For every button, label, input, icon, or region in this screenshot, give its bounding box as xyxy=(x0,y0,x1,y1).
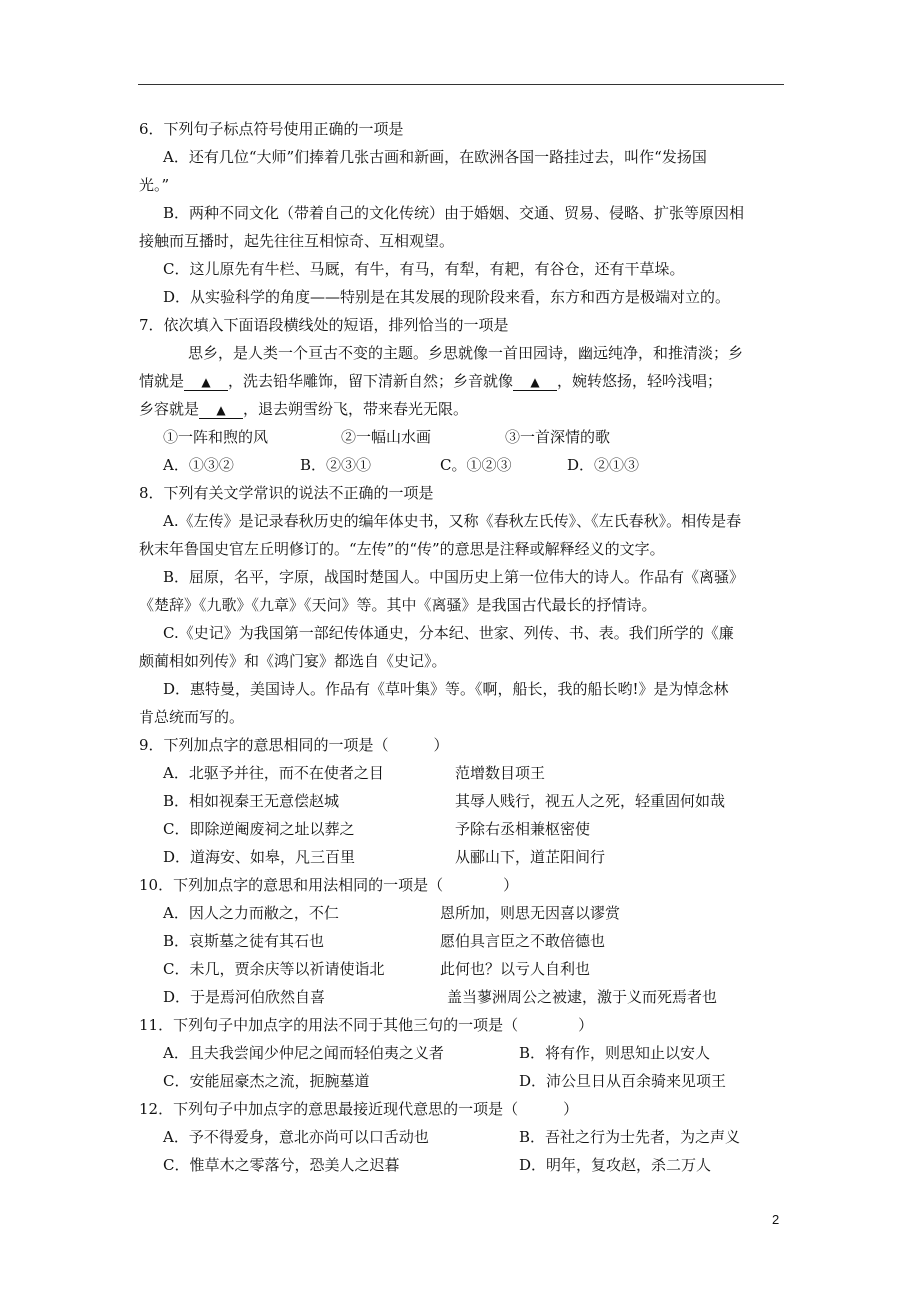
q7-choice-d: D．②①③ xyxy=(567,456,640,474)
q6-option-d: D．从实验科学的角度——特别是在其发展的现阶段来看，东方和西方是极端对立的。 xyxy=(163,288,731,306)
q9-option-c-right: 予除右丞相兼枢密使 xyxy=(455,820,591,838)
q8-option-a-line1: A.《左传》是记录春秋历史的编年体史书，又称《春秋左氏传》、《左氏春秋》。相传是春 xyxy=(163,512,742,530)
q7-phrase-3: ③一首深情的歌 xyxy=(505,428,611,446)
q9-option-b-left: B．相如视秦王无意偿赵城 xyxy=(163,792,340,810)
q7-phrase-2: ②一幅山水画 xyxy=(341,428,432,446)
q7-choice-a: A．①③② xyxy=(163,456,234,474)
q12-option-c: C．惟草木之零落兮，恐美人之迟暮 xyxy=(163,1156,400,1174)
q12-option-d: D．明年，复攻赵，杀二万人 xyxy=(519,1156,712,1174)
q7-text: 乡容就是 xyxy=(139,400,200,418)
q10-option-b-left: B．哀斯墓之徒有其石也 xyxy=(163,932,325,950)
q10-option-c-left: C．未几，贾余庆等以祈请使诣北 xyxy=(163,960,385,978)
q8-option-b-line1: B．屈原，名平，字原，战国时楚国人。中国历史上第一位伟大的诗人。作品有《离骚》 xyxy=(163,568,745,586)
q9-option-d-left: D．道海安、如皋，凡三百里 xyxy=(163,848,356,866)
q10-option-a-left: A．因人之力而敝之，不仁 xyxy=(163,904,339,922)
q8-option-b-line2: 《楚辞》《九歌》《九章》《天问》等。其中《离骚》是我国古代最长的抒情诗。 xyxy=(139,596,657,614)
q6-option-b-line2: 接触而互播时，起先往往互相惊奇、互相观望。 xyxy=(139,232,455,250)
q9-option-d-right: 从郦山下，道芷阳间行 xyxy=(455,848,606,866)
q7-choice-c: C。①②③ xyxy=(440,456,512,474)
q7-text: ，婉转悠扬，轻吟浅唱； xyxy=(557,372,723,390)
q9-option-c-left: C．即除逆阉废祠之址以葬之 xyxy=(163,820,355,838)
q9-option-a-right: 范增数目项王 xyxy=(455,764,546,782)
q10-option-d-left: D．于是焉河伯欣然自喜 xyxy=(163,988,326,1006)
q7-passage-line3 xyxy=(139,399,468,419)
fill-blank-3: ▲ xyxy=(199,402,243,419)
q11-option-d: D．沛公旦日从百余骑来见项王 xyxy=(519,1072,727,1090)
q10-option-a-right: 恩所加，则思无因喜以谬赏 xyxy=(440,904,621,922)
q6-option-a-line2: 光。” xyxy=(139,176,170,194)
q6-option-a-line1: A．还有几位“大师”们捧着几张古画和新画，在欧洲各国一路挂过去，叫作“发扬国 xyxy=(163,148,707,166)
q7-passage-line2 xyxy=(139,371,722,391)
question-9-stem: 9．下列加点字的意思相同的一项是（ ） xyxy=(139,736,449,754)
q8-option-c-line2: 颇蔺相如列传》和《鸿门宴》都选自《史记》。 xyxy=(139,652,447,670)
question-7-stem: 7．依次填入下面语段横线处的短语，排列恰当的一项是 xyxy=(139,316,509,334)
q8-option-a-line2: 秋末年鲁国史官左丘明修订的。“左传”的“传”的意思是注释或解释经义的文字。 xyxy=(139,540,665,558)
q7-text: ，退去朔雪纷飞，带来春光无限。 xyxy=(243,400,469,418)
q9-option-a-left: A．北驱予并往，而不在使者之目 xyxy=(163,764,384,782)
q10-option-c-right: 此何也？以亏人自利也 xyxy=(440,960,591,978)
page-number: 2 xyxy=(772,1212,780,1227)
question-8-stem: 8．下列有关文学常识的说法不正确的一项是 xyxy=(139,484,434,502)
q7-text: 情就是 xyxy=(139,372,185,390)
q6-option-c: C．这儿原先有牛栏、马厩，有牛，有马，有犁，有耙，有谷仓，还有干草垛。 xyxy=(163,260,685,278)
question-6-stem: 6．下列句子标点符号使用正确的一项是 xyxy=(139,120,404,138)
q6-option-b-line1: B．两种不同文化（带着自己的文化传统）由于婚姻、交通、贸易、侵略、扩张等原因相 xyxy=(163,204,745,222)
question-10-stem: 10．下列加点字的意思和用法相同的一项是（ ） xyxy=(139,876,519,894)
q11-option-a: A．且夫我尝闻少仲尼之闻而轻伯夷之义者 xyxy=(163,1044,444,1062)
fill-blank-1: ▲ xyxy=(184,374,228,391)
q7-text: ，洗去铅华雕饰，留下清新自然；乡音就像 xyxy=(228,372,514,390)
q8-option-d-line1: D．惠特曼，美国诗人。作品有《草叶集》等。《啊，船长，我的船长哟!》是为悼念林 xyxy=(163,680,729,698)
q10-option-b-right: 愿伯具言臣之不敢倍德也 xyxy=(440,932,606,950)
q8-option-d-line2: 肯总统而写的。 xyxy=(139,708,245,726)
question-11-stem: 11．下列句子中加点字的用法不同于其他三句的一项是（ ） xyxy=(139,1016,594,1034)
q12-option-b: B．吾社之行为士先者，为之声义 xyxy=(519,1128,741,1146)
header-rule xyxy=(138,84,784,85)
q11-option-c: C．安能屈豪杰之流，扼腕墓道 xyxy=(163,1072,370,1090)
q7-passage-line1: 思乡，是人类一个亘古不变的主题。乡思就像一首田园诗，幽远纯净，和推清淡；乡 xyxy=(188,344,744,362)
q9-option-b-right: 其辱人贱行，视五人之死，轻重固何如哉 xyxy=(455,792,726,810)
q11-option-b: B．将有作，则思知止以安人 xyxy=(519,1044,711,1062)
fill-blank-2: ▲ xyxy=(513,374,557,391)
q12-option-a: A．予不得爱身，意北亦尚可以口舌动也 xyxy=(163,1128,429,1146)
q7-phrase-1: ①一阵和煦的风 xyxy=(163,428,269,446)
q8-option-c-line1: C.《史记》为我国第一部纪传体通史，分本纪、世家、列传、书、表。我们所学的《廉 xyxy=(163,624,734,642)
q10-option-d-right: 盖当蓼洲周公之被逮，激于义而死焉者也 xyxy=(447,988,718,1006)
question-12-stem: 12．下列句子中加点字的意思最接近现代意思的一项是（ ） xyxy=(139,1100,579,1118)
q7-choice-b: B．②③① xyxy=(300,456,372,474)
